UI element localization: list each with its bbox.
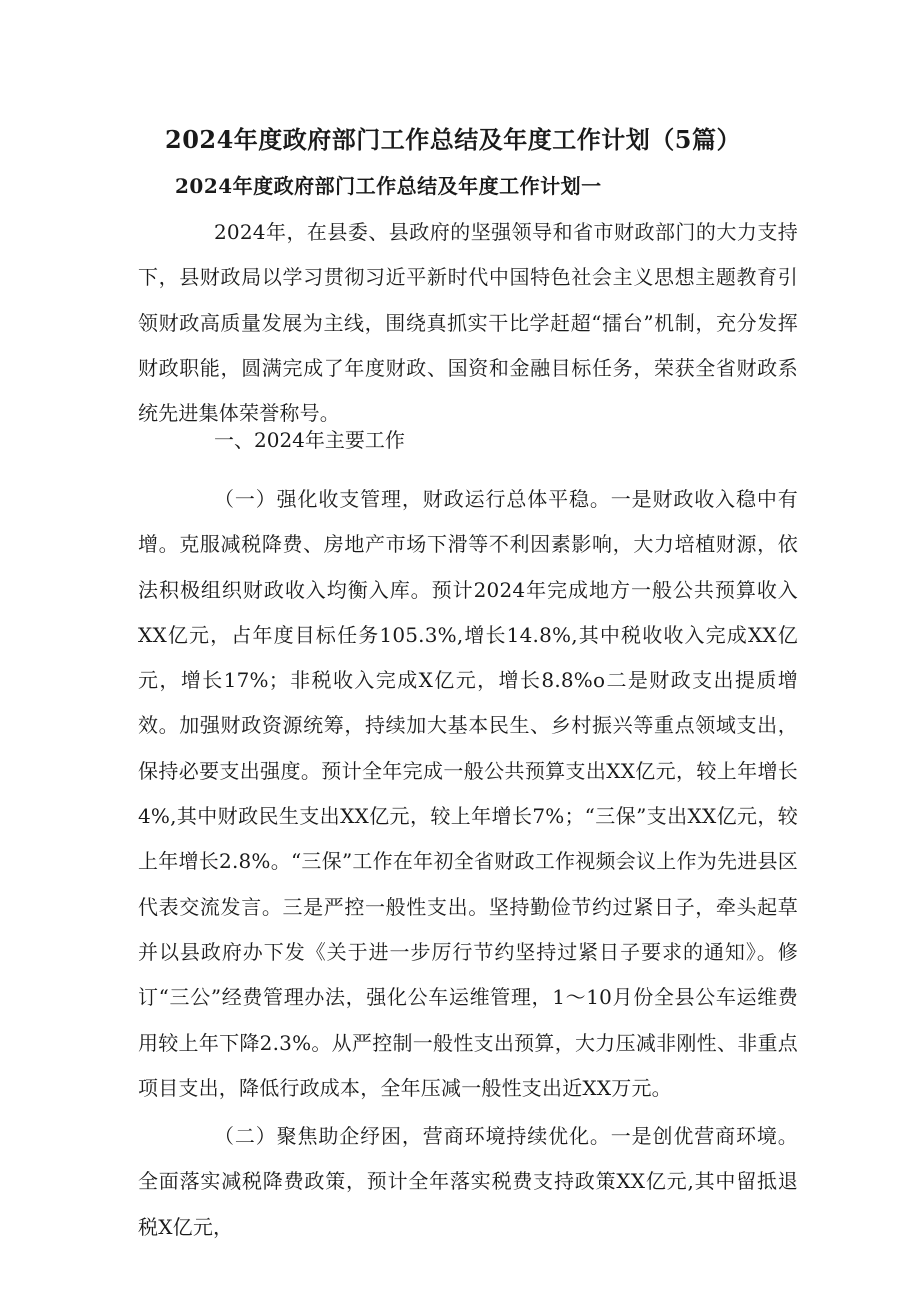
- business-environment-paragraph: （二）聚焦助企纾困，营商环境持续优化。一是创优营商环境。全面落实减税降费政策，预计全年落实税费支持政策XX亿元,其中留抵退税X亿元，: [138, 1124, 798, 1239]
- document-subtitle: 2024年度政府部门工作总结及年度工作计划一: [175, 174, 602, 198]
- intro-paragraph: 2024年，在县委、县政府的坚强领导和省市财政部门的大力支持下，县财政局以学习贯彻习近平新时代中国特色社会主义思想主题教育引领财政高质量发展为主线，围绕真抓实干比学赶超“擂台”机制，充分发挥财政职能，圆满完成了年度财政、国资和金融目标任务，荣获全省财政系统先进集体荣誉称号。: [138, 220, 798, 426]
- document-title: 2024年度政府部门工作总结及年度工作计划（5篇）: [165, 125, 741, 154]
- section-heading: 一、2024年主要工作: [214, 428, 405, 452]
- revenue-management-paragraph: （一）强化收支管理，财政运行总体平稳。一是财政收入稳中有增。克服减税降费、房地产市场下滑等不利因素影响，大力培植财源，依法积极组织财政收入均衡入库。预计2024年完成地方一般公共预算收入XX亿元，占年度目标任务105.3%,增长14.8%,其中税收收入完成XX亿元，增长17%；非税收入完成X亿元，增长8.8%o二是财政支出提质增效。加强财政资源统筹，持续加大基本民生、乡村振兴等重点领域支出，保持必要支出强度。预计全年完成一般公共预算支出XX亿元，较上年增长4%,其中财政民生支出XX亿元，较上年增长7%；“三保”支出XX亿元，较上年增长2.8%。“三保”工作在年初全省财政工作视频会议上作为先进县区代表交流发言。三是严控一般性支出。坚持勤俭节约过紧日子，牵头起草并以县政府办下发《关于进一步厉行节约坚持过紧日子要求的通知》。修订“三公”经费管理办法，强化公车运维管理，1〜10月份全县公车运维费用较上年下降2.3%。从严控制一般性支出预算，大力压减非刚性、非重点项目支出，降低行政成本，全年压减一般性支出近XX万元。: [138, 487, 798, 1100]
